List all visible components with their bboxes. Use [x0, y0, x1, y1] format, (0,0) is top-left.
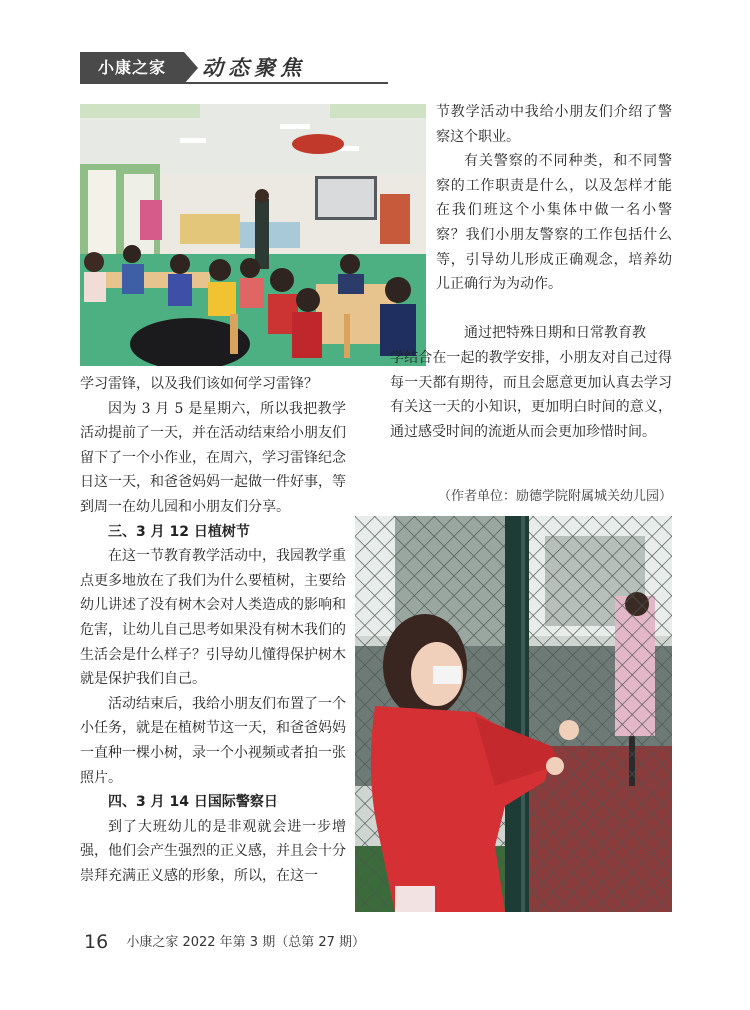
- right-column-continuation: [436, 321, 672, 346]
- paragraph: 有关警察的不同种类，和不同警察的工作职责是什么，以及怎样才能在我们班这个小集体中做一名小警察？我们小朋友警察的工作包括什么等，引导幼儿形成正确观念，培养幼儿正确行为为动作。: [436, 153, 672, 293]
- right-column-top: [436, 100, 672, 297]
- paragraph: 通过把特殊日期和日常教育教: [464, 325, 646, 341]
- section-title: 动态聚焦: [202, 55, 306, 80]
- magazine-tab: 小康之家: [80, 52, 184, 84]
- paragraph: 在这一节教育教学活动中，我园教学重点更多地放在了我们为什么要植树，主要给幼儿讲述了没有树木会对人类造成的影响和危害，让幼儿自己思考如果没有树木我们的生活会是什么样子？引导幼儿懂得保护树木就是保护我们自己。: [80, 548, 346, 688]
- section-header: [80, 52, 380, 84]
- classroom-photo: [80, 104, 426, 366]
- paragraph: 活动结束后，我给小朋友们布置了一个小任务，就是在植树节这一天，和爸爸妈妈一直种一棵小树，录一个小视频或者拍一张照片。: [80, 695, 346, 786]
- page-footer: [84, 931, 365, 953]
- header-rule: [184, 82, 388, 84]
- author-affiliation: （作者单位：励德学院附属城关幼儿园）: [437, 489, 672, 504]
- left-column: [80, 372, 346, 888]
- paragraph: 因为 3 月 5 是星期六，所以我把教学活动提前了一天，并在活动结束给小朋友们留下了一个小作业，在周六，学习雷锋纪念日这一天，和爸爸妈妈一起做一件好事，等到周一在幼儿园和小朋友们分享。: [80, 400, 346, 515]
- page-number: 16: [84, 931, 109, 953]
- section-heading-3: 三、3 月 12 日植树节: [108, 523, 250, 540]
- section-heading-4: 四、3 月 14 日国际警察日: [108, 794, 278, 811]
- paragraph: 到了大班幼儿的是非观就会进一步增强，他们会产生强烈的正义感，并且会十分崇拜充满正义感的形象，所以，在这一: [80, 818, 346, 884]
- paragraph: 节教学活动中我给小朋友们介绍了警察这个职业。: [436, 104, 672, 145]
- paragraph: 学习雷锋，以及我们该如何学习雷锋？: [80, 376, 318, 392]
- tab-arrow: [184, 52, 198, 84]
- girl-fence-photo: [355, 516, 672, 912]
- issue-info: 小康之家 2022 年第 3 期（总第 27 期）: [126, 935, 366, 950]
- paragraph: 学结合在一起的教学安排，小朋友对自己过得每一天都有期待，而且会愿意更加认真去学习有关这一天的小知识，更加明白时间的意义，通过感受时间的流逝从而会更加珍惜时间。: [390, 350, 672, 440]
